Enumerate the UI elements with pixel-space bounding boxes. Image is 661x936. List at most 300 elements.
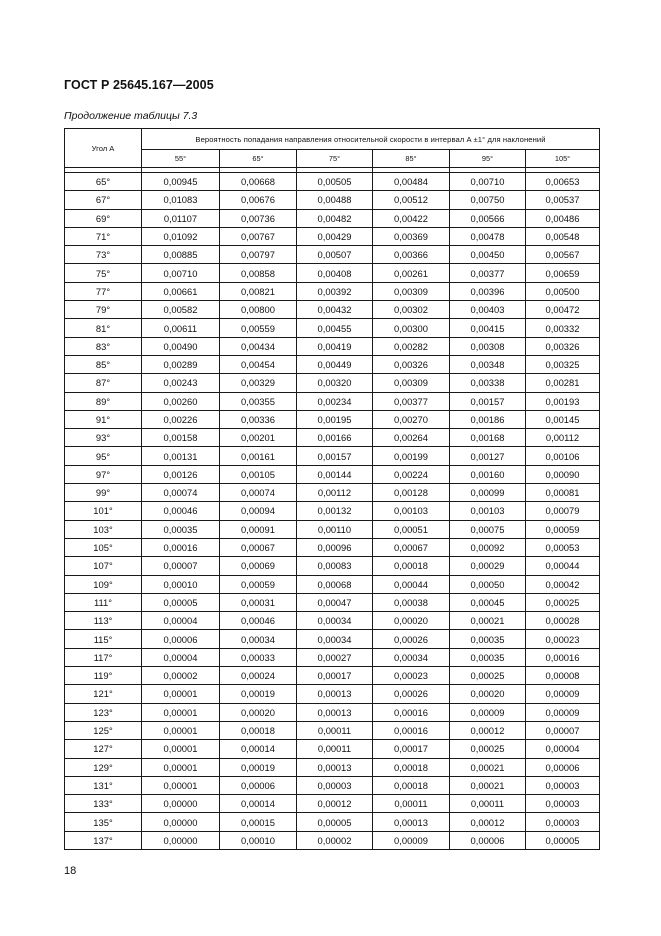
probability-cell: 0,00396 — [450, 282, 526, 300]
probability-cell: 0,00021 — [450, 612, 526, 630]
probability-cell: 0,00105 — [220, 465, 297, 483]
inclination-header: 105° — [526, 150, 600, 168]
probability-cell: 0,00090 — [526, 465, 600, 483]
probability-cell: 0,00548 — [526, 227, 600, 245]
probability-cell: 0,00003 — [526, 776, 600, 794]
probability-cell: 0,00020 — [450, 685, 526, 703]
angle-cell: 103° — [65, 520, 142, 538]
probability-cell: 0,00157 — [297, 447, 373, 465]
angle-cell: 111° — [65, 593, 142, 611]
probability-cell: 0,00006 — [450, 831, 526, 849]
angle-cell: 77° — [65, 282, 142, 300]
angle-cell: 123° — [65, 703, 142, 721]
table-row — [65, 484, 600, 502]
probability-cell: 0,00454 — [220, 355, 297, 373]
angle-cell: 127° — [65, 740, 142, 758]
probability-cell: 0,00091 — [220, 520, 297, 538]
probability-cell: 0,00168 — [450, 429, 526, 447]
probability-cell: 0,00566 — [450, 209, 526, 227]
table-row — [65, 648, 600, 666]
table-row — [65, 392, 600, 410]
probability-cell: 0,00013 — [373, 813, 450, 831]
angle-cell: 79° — [65, 301, 142, 319]
probability-cell: 0,00033 — [220, 648, 297, 666]
probability-cell: 0,00422 — [373, 209, 450, 227]
probability-cell: 0,00945 — [142, 173, 220, 191]
probability-cell: 0,00160 — [450, 465, 526, 483]
probability-cell: 0,00201 — [220, 429, 297, 447]
inclination-header-row — [65, 150, 600, 168]
probability-cell: 0,00767 — [220, 227, 297, 245]
probability-cell: 0,00144 — [297, 465, 373, 483]
probability-cell: 0,00449 — [297, 355, 373, 373]
probability-cell: 0,00044 — [373, 575, 450, 593]
probability-cell: 0,00011 — [373, 795, 450, 813]
table-row — [65, 776, 600, 794]
angle-cell: 69° — [65, 209, 142, 227]
probability-cell: 0,00611 — [142, 319, 220, 337]
probability-cell: 0,00106 — [526, 447, 600, 465]
probability-cell: 0,00302 — [373, 301, 450, 319]
probability-cell: 0,00336 — [220, 410, 297, 428]
probability-cell: 0,00018 — [373, 758, 450, 776]
probability-cell: 0,00537 — [526, 191, 600, 209]
probability-cell: 0,00009 — [526, 703, 600, 721]
probability-cell: 0,00005 — [526, 831, 600, 849]
table-row — [65, 538, 600, 556]
probability-cell: 0,00004 — [142, 612, 220, 630]
probability-cell: 0,00403 — [450, 301, 526, 319]
probability-cell: 0,00092 — [450, 538, 526, 556]
probability-cell: 0,00029 — [450, 557, 526, 575]
probability-cell: 0,00500 — [526, 282, 600, 300]
probability-cell: 0,00858 — [220, 264, 297, 282]
table-row — [65, 465, 600, 483]
probability-cell: 0,00020 — [373, 612, 450, 630]
probability-cell: 0,00014 — [220, 740, 297, 758]
probability-cell: 0,00015 — [220, 813, 297, 831]
table-row — [65, 319, 600, 337]
probability-cell: 0,00000 — [142, 831, 220, 849]
probability-cell: 0,00038 — [373, 593, 450, 611]
inclination-header: 95° — [450, 150, 526, 168]
probability-cell: 0,00026 — [373, 685, 450, 703]
probability-cell: 0,00010 — [142, 575, 220, 593]
table-row — [65, 813, 600, 831]
table-row — [65, 703, 600, 721]
page-number: 18 — [64, 865, 77, 877]
table-row — [65, 173, 600, 191]
probability-cell: 0,00158 — [142, 429, 220, 447]
probability-cell: 0,00377 — [373, 392, 450, 410]
probability-cell: 0,00046 — [142, 502, 220, 520]
probability-cell: 0,00045 — [450, 593, 526, 611]
probability-cell: 0,00103 — [450, 502, 526, 520]
probability-cell: 0,00025 — [450, 740, 526, 758]
probability-cell: 0,00051 — [373, 520, 450, 538]
probability-cell: 0,00710 — [142, 264, 220, 282]
probability-cell: 0,00001 — [142, 703, 220, 721]
angle-cell: 117° — [65, 648, 142, 666]
probability-cell: 0,00011 — [297, 740, 373, 758]
probability-cell: 0,00081 — [526, 484, 600, 502]
table-row — [65, 337, 600, 355]
probability-cell: 0,00099 — [450, 484, 526, 502]
probability-cell: 0,00007 — [142, 557, 220, 575]
probability-cell: 0,00008 — [526, 667, 600, 685]
probability-cell: 0,00000 — [142, 795, 220, 813]
angle-cell: 85° — [65, 355, 142, 373]
angle-cell: 75° — [65, 264, 142, 282]
probability-cell: 0,00132 — [297, 502, 373, 520]
table-row — [65, 264, 600, 282]
probability-cell: 0,00505 — [297, 173, 373, 191]
probability-cell: 0,00007 — [526, 721, 600, 739]
probability-cell: 0,00326 — [373, 355, 450, 373]
probability-cell: 0,00005 — [297, 813, 373, 831]
probability-cell: 0,00486 — [526, 209, 600, 227]
probability-cell: 0,00012 — [297, 795, 373, 813]
table-row — [65, 593, 600, 611]
probability-cell: 0,00021 — [450, 758, 526, 776]
probability-cell: 0,00044 — [526, 557, 600, 575]
table-row — [65, 246, 600, 264]
probability-cell: 0,00582 — [142, 301, 220, 319]
angle-cell: 95° — [65, 447, 142, 465]
probability-cell: 0,00112 — [297, 484, 373, 502]
probability-cell: 0,00019 — [220, 758, 297, 776]
probability-cell: 0,00046 — [220, 612, 297, 630]
angle-cell: 113° — [65, 612, 142, 630]
probability-cell: 0,00002 — [297, 831, 373, 849]
probability-cell: 0,00003 — [526, 795, 600, 813]
table-body — [65, 168, 600, 850]
probability-cell: 0,00490 — [142, 337, 220, 355]
table-row — [65, 667, 600, 685]
probability-cell: 0,00026 — [373, 630, 450, 648]
probability-cell: 0,00126 — [142, 465, 220, 483]
probability-cell: 0,00821 — [220, 282, 297, 300]
angle-cell: 99° — [65, 484, 142, 502]
table-row — [65, 520, 600, 538]
probability-cell: 0,00017 — [297, 667, 373, 685]
probability-cell: 0,00309 — [373, 282, 450, 300]
probability-cell: 0,00001 — [142, 685, 220, 703]
probability-cell: 0,00710 — [450, 173, 526, 191]
probability-cell: 0,00009 — [373, 831, 450, 849]
angle-cell: 121° — [65, 685, 142, 703]
probability-cell: 0,00010 — [220, 831, 297, 849]
probability-cell: 0,00659 — [526, 264, 600, 282]
probability-cell: 0,00067 — [220, 538, 297, 556]
probability-cell: 0,00031 — [220, 593, 297, 611]
probability-cell: 0,00006 — [220, 776, 297, 794]
probability-cell: 0,00128 — [373, 484, 450, 502]
angle-cell: 87° — [65, 374, 142, 392]
probability-cell: 0,00157 — [450, 392, 526, 410]
probability-cell: 0,00488 — [297, 191, 373, 209]
angle-cell: 73° — [65, 246, 142, 264]
probability-cell: 0,00455 — [297, 319, 373, 337]
probability-cell: 0,00300 — [373, 319, 450, 337]
angle-cell: 115° — [65, 630, 142, 648]
probability-cell: 0,00013 — [297, 685, 373, 703]
probability-cell: 0,00224 — [373, 465, 450, 483]
angle-column-header: Угол A — [65, 129, 142, 168]
table-row — [65, 429, 600, 447]
angle-cell: 89° — [65, 392, 142, 410]
probability-cell: 0,00035 — [450, 648, 526, 666]
angle-cell: 93° — [65, 429, 142, 447]
table-row — [65, 557, 600, 575]
table-row — [65, 227, 600, 245]
probability-cell: 0,00482 — [297, 209, 373, 227]
probability-cell: 0,00369 — [373, 227, 450, 245]
probability-cell: 0,00355 — [220, 392, 297, 410]
table-row — [65, 630, 600, 648]
probability-cell: 0,00484 — [373, 173, 450, 191]
probability-cell: 0,00001 — [142, 740, 220, 758]
probability-cell: 0,01107 — [142, 209, 220, 227]
probability-cell: 0,00059 — [526, 520, 600, 538]
probability-cell: 0,00282 — [373, 337, 450, 355]
probability-cell: 0,00366 — [373, 246, 450, 264]
probability-cell: 0,00012 — [450, 813, 526, 831]
probability-cell: 0,00002 — [142, 667, 220, 685]
probability-cell: 0,00034 — [220, 630, 297, 648]
angle-cell: 107° — [65, 557, 142, 575]
probability-table — [64, 128, 600, 850]
angle-cell: 81° — [65, 319, 142, 337]
probability-cell: 0,00450 — [450, 246, 526, 264]
probability-cell: 0,00415 — [450, 319, 526, 337]
probability-cell: 0,00193 — [526, 392, 600, 410]
probability-cell: 0,00131 — [142, 447, 220, 465]
probability-cell: 0,00009 — [526, 685, 600, 703]
angle-cell: 71° — [65, 227, 142, 245]
table-row — [65, 502, 600, 520]
probability-cell: 0,00001 — [142, 776, 220, 794]
probability-cell: 0,00320 — [297, 374, 373, 392]
probability-cell: 0,00003 — [526, 813, 600, 831]
table-row — [65, 740, 600, 758]
probability-cell: 0,00006 — [142, 630, 220, 648]
probability-cell: 0,00260 — [142, 392, 220, 410]
table-row — [65, 410, 600, 428]
table-row — [65, 685, 600, 703]
probability-cell: 0,00797 — [220, 246, 297, 264]
angle-cell: 101° — [65, 502, 142, 520]
probability-cell: 0,00145 — [526, 410, 600, 428]
probability-cell: 0,00329 — [220, 374, 297, 392]
probability-cell: 0,00079 — [526, 502, 600, 520]
probability-cell: 0,00127 — [450, 447, 526, 465]
probability-cell: 0,00053 — [526, 538, 600, 556]
probability-cell: 0,00069 — [220, 557, 297, 575]
table-row — [65, 282, 600, 300]
inclination-header: 85° — [373, 150, 450, 168]
probability-cell: 0,00020 — [220, 703, 297, 721]
table-row — [65, 374, 600, 392]
angle-cell: 129° — [65, 758, 142, 776]
probability-cell: 0,00325 — [526, 355, 600, 373]
probability-cell: 0,00472 — [526, 301, 600, 319]
probability-cell: 0,00001 — [142, 758, 220, 776]
probability-cell: 0,00006 — [526, 758, 600, 776]
probability-cell: 0,00074 — [220, 484, 297, 502]
probability-cell: 0,00392 — [297, 282, 373, 300]
probability-cell: 0,00025 — [450, 667, 526, 685]
inclination-header: 75° — [297, 150, 373, 168]
probability-cell: 0,00023 — [526, 630, 600, 648]
table-row — [65, 795, 600, 813]
probability-cell: 0,00067 — [373, 538, 450, 556]
probability-cell: 0,00011 — [297, 721, 373, 739]
angle-cell: 105° — [65, 538, 142, 556]
probability-cell: 0,00083 — [297, 557, 373, 575]
table-row — [65, 721, 600, 739]
probability-cell: 0,00018 — [373, 557, 450, 575]
probability-cell: 0,00023 — [373, 667, 450, 685]
table-row — [65, 209, 600, 227]
probability-cell: 0,00096 — [297, 538, 373, 556]
inclination-header: 55° — [142, 150, 220, 168]
probability-cell: 0,00507 — [297, 246, 373, 264]
probability-cell: 0,00016 — [373, 703, 450, 721]
probability-cell: 0,00035 — [142, 520, 220, 538]
probability-cell: 0,00021 — [450, 776, 526, 794]
probability-cell: 0,00047 — [297, 593, 373, 611]
table-row — [65, 301, 600, 319]
probability-cell: 0,00034 — [373, 648, 450, 666]
probability-cell: 0,00028 — [526, 612, 600, 630]
probability-cell: 0,00567 — [526, 246, 600, 264]
probability-cell: 0,00668 — [220, 173, 297, 191]
probability-cell: 0,00261 — [373, 264, 450, 282]
probability-cell: 0,00161 — [220, 447, 297, 465]
probability-cell: 0,00348 — [450, 355, 526, 373]
probability-cell: 0,00326 — [526, 337, 600, 355]
probability-cell: 0,00408 — [297, 264, 373, 282]
probability-cell: 0,01092 — [142, 227, 220, 245]
probability-cell: 0,00885 — [142, 246, 220, 264]
probability-cell: 0,00004 — [526, 740, 600, 758]
probability-cell: 0,00094 — [220, 502, 297, 520]
probability-cell: 0,00016 — [373, 721, 450, 739]
probability-cell: 0,00281 — [526, 374, 600, 392]
table-row — [65, 355, 600, 373]
probability-group-header: Вероятность попадания направления относительной скорости в интервал A ±1° для наклонений — [142, 129, 600, 150]
probability-cell: 0,00042 — [526, 575, 600, 593]
table-caption: Продолжение таблицы 7.3 — [64, 110, 198, 122]
angle-cell: 109° — [65, 575, 142, 593]
probability-cell: 0,00429 — [297, 227, 373, 245]
probability-cell: 0,00001 — [142, 721, 220, 739]
angle-cell: 119° — [65, 667, 142, 685]
probability-cell: 0,00800 — [220, 301, 297, 319]
probability-cell: 0,00059 — [220, 575, 297, 593]
probability-cell: 0,00011 — [450, 795, 526, 813]
probability-cell: 0,00377 — [450, 264, 526, 282]
probability-cell: 0,00434 — [220, 337, 297, 355]
probability-cell: 0,00110 — [297, 520, 373, 538]
table-row — [65, 447, 600, 465]
table-row — [65, 612, 600, 630]
probability-cell: 0,00338 — [450, 374, 526, 392]
probability-cell: 0,00016 — [526, 648, 600, 666]
table-row — [65, 191, 600, 209]
probability-cell: 0,00019 — [220, 685, 297, 703]
probability-cell: 0,00234 — [297, 392, 373, 410]
probability-cell: 0,00025 — [526, 593, 600, 611]
probability-cell: 0,00419 — [297, 337, 373, 355]
probability-cell: 0,00024 — [220, 667, 297, 685]
probability-cell: 0,00012 — [450, 721, 526, 739]
probability-cell: 0,00000 — [142, 813, 220, 831]
probability-cell: 0,00005 — [142, 593, 220, 611]
probability-cell: 0,00068 — [297, 575, 373, 593]
probability-cell: 0,00035 — [450, 630, 526, 648]
probability-cell: 0,00018 — [373, 776, 450, 794]
probability-cell: 0,00432 — [297, 301, 373, 319]
inclination-header: 65° — [220, 150, 297, 168]
probability-cell: 0,00050 — [450, 575, 526, 593]
angle-cell: 65° — [65, 173, 142, 191]
probability-cell: 0,00559 — [220, 319, 297, 337]
probability-cell: 0,00016 — [142, 538, 220, 556]
angle-cell: 133° — [65, 795, 142, 813]
probability-cell: 0,00478 — [450, 227, 526, 245]
probability-cell: 0,00004 — [142, 648, 220, 666]
probability-cell: 0,00103 — [373, 502, 450, 520]
probability-cell: 0,00112 — [526, 429, 600, 447]
angle-cell: 135° — [65, 813, 142, 831]
document-header: ГОСТ Р 25645.167—2005 — [64, 78, 214, 92]
probability-cell: 0,00074 — [142, 484, 220, 502]
probability-cell: 0,00270 — [373, 410, 450, 428]
probability-cell: 0,00018 — [220, 721, 297, 739]
angle-cell: 125° — [65, 721, 142, 739]
table-row — [65, 575, 600, 593]
probability-cell: 0,00034 — [297, 612, 373, 630]
probability-cell: 0,01083 — [142, 191, 220, 209]
probability-cell: 0,00653 — [526, 173, 600, 191]
angle-cell: 67° — [65, 191, 142, 209]
table-row — [65, 831, 600, 849]
probability-cell: 0,00017 — [373, 740, 450, 758]
probability-cell: 0,00014 — [220, 795, 297, 813]
probability-cell: 0,00264 — [373, 429, 450, 447]
probability-cell: 0,00166 — [297, 429, 373, 447]
probability-cell: 0,00009 — [450, 703, 526, 721]
probability-cell: 0,00195 — [297, 410, 373, 428]
probability-cell: 0,00308 — [450, 337, 526, 355]
probability-cell: 0,00676 — [220, 191, 297, 209]
angle-cell: 83° — [65, 337, 142, 355]
angle-cell: 131° — [65, 776, 142, 794]
angle-cell: 91° — [65, 410, 142, 428]
probability-cell: 0,00075 — [450, 520, 526, 538]
probability-cell: 0,00661 — [142, 282, 220, 300]
probability-cell: 0,00013 — [297, 703, 373, 721]
probability-cell: 0,00309 — [373, 374, 450, 392]
table-row — [65, 758, 600, 776]
probability-cell: 0,00243 — [142, 374, 220, 392]
probability-cell: 0,00027 — [297, 648, 373, 666]
probability-cell: 0,00226 — [142, 410, 220, 428]
probability-cell: 0,00186 — [450, 410, 526, 428]
probability-cell: 0,00332 — [526, 319, 600, 337]
